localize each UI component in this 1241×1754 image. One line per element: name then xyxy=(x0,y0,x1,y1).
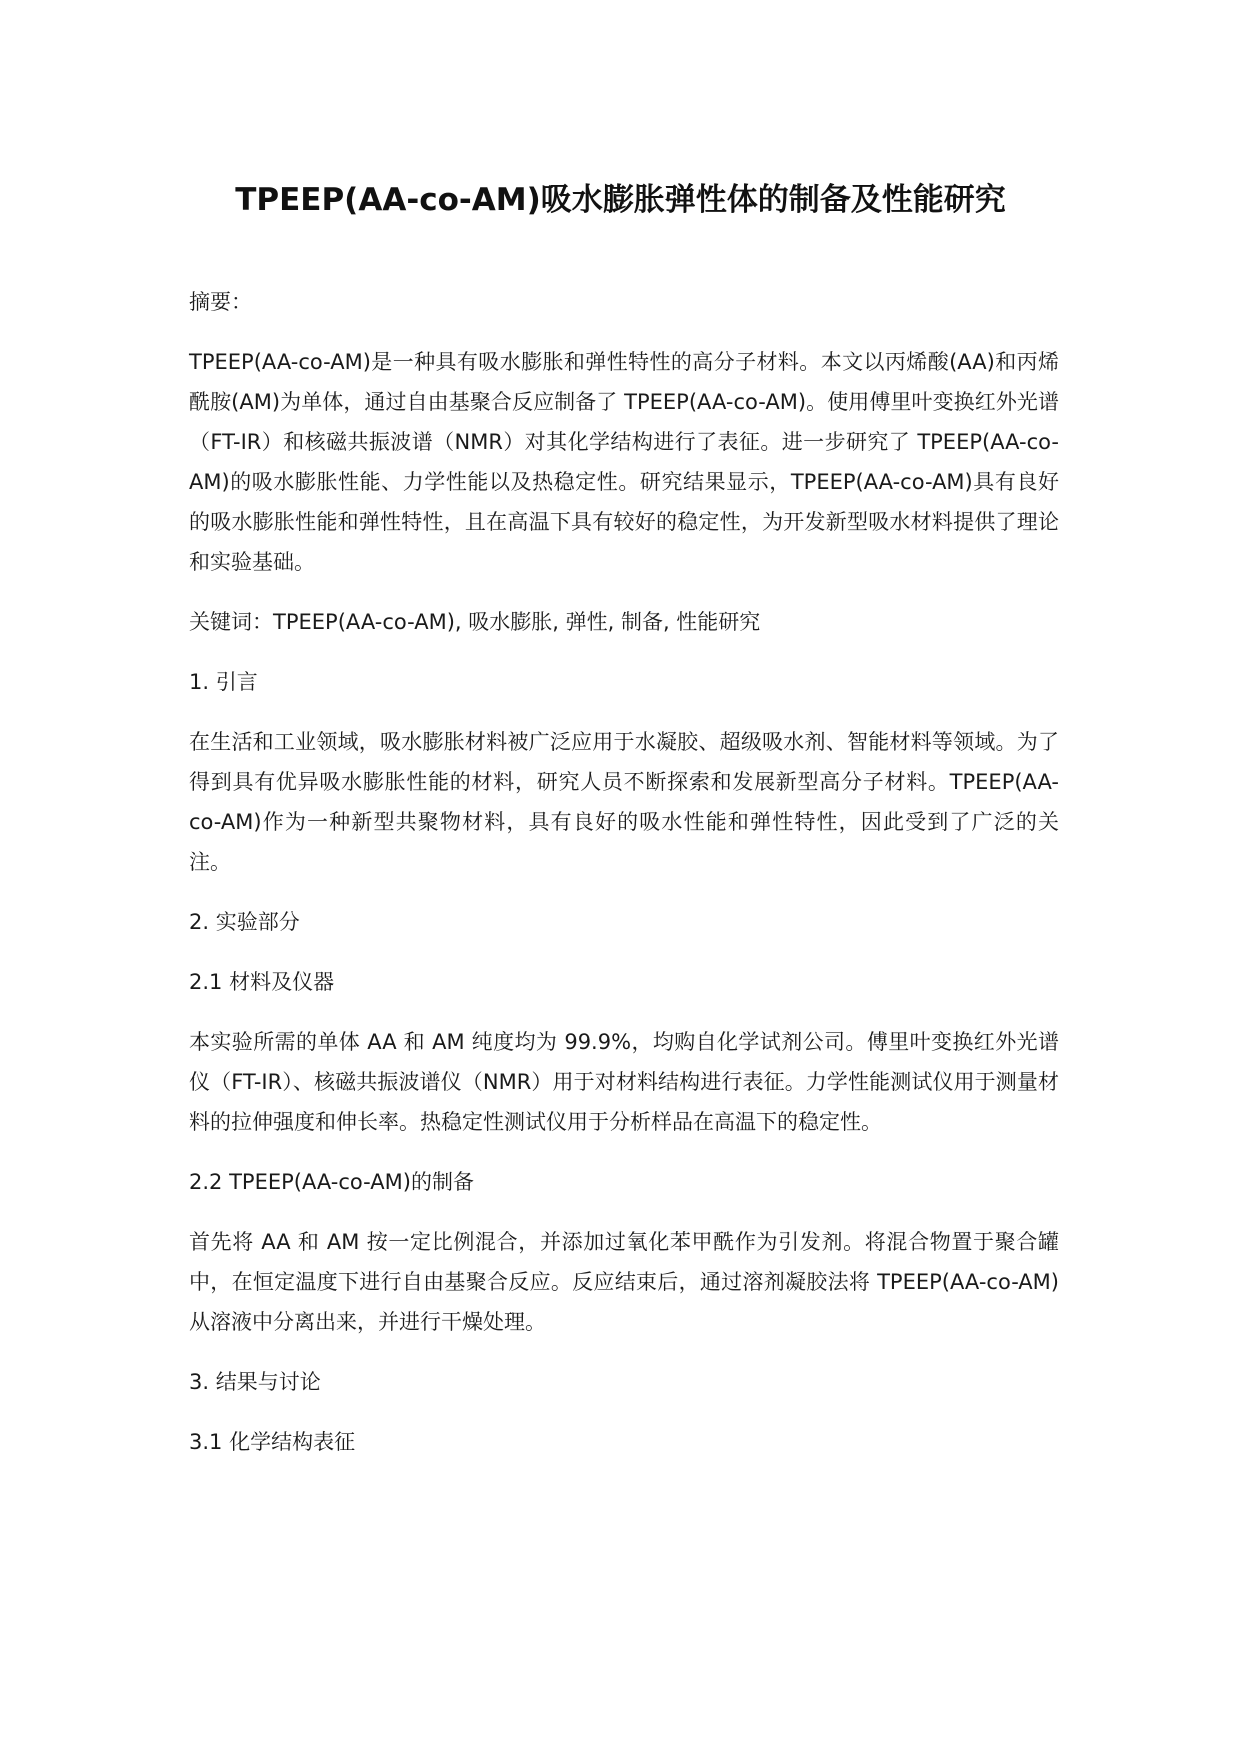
section-heading-introduction: 1. 引言 xyxy=(189,670,258,694)
section-heading-results: 3. 结果与讨论 xyxy=(189,1370,321,1394)
subsection-heading-preparation: 2.2 TPEEP(AA-co-AM)的制备 xyxy=(189,1170,474,1194)
document-title: TPEEP(AA-co-AM)吸水膨胀弹性体的制备及性能研究 xyxy=(235,182,1006,218)
preparation-paragraph: 首先将 AA 和 AM 按一定比例混合，并添加过氧化苯甲酰作为引发剂。将混合物置于聚合罐中，在恒定温度下进行自由基聚合反应。反应结束后，通过溶剂凝胶法将 TPEEP(AA-co-AM)从溶液中分离出来，并进行干燥处理。 xyxy=(189,1230,1059,1334)
materials-paragraph: 本实验所需的单体 AA 和 AM 纯度均为 99.9%，均购自化学试剂公司。傅里叶变换红外光谱仪（FT-IR）、核磁共振波谱仪（NMR）用于对材料结构进行表征。力学性能测试仪用于测量材料的拉伸强度和伸长率。热稳定性测试仪用于分析样品在高温下的稳定性。 xyxy=(189,1030,1059,1134)
subsection-heading-materials: 2.1 材料及仪器 xyxy=(189,970,335,994)
keywords-line: 关键词：TPEEP(AA-co-AM), 吸水膨胀, 弹性, 制备, 性能研究 xyxy=(189,610,761,634)
introduction-paragraph: 在生活和工业领域，吸水膨胀材料被广泛应用于水凝胶、超级吸水剂、智能材料等领域。为了得到具有优异吸水膨胀性能的材料，研究人员不断探索和发展新型高分子材料。TPEEP(AA-co-AM)作为一种新型共聚物材料，具有良好的吸水性能和弹性特性，因此受到了广泛的关注。 xyxy=(189,730,1059,874)
subsection-heading-structure: 3.1 化学结构表征 xyxy=(189,1430,356,1454)
section-heading-experimental: 2. 实验部分 xyxy=(189,910,300,934)
abstract-paragraph: TPEEP(AA-co-AM)是一种具有吸水膨胀和弹性特性的高分子材料。本文以丙烯酸(AA)和丙烯酰胺(AM)为单体，通过自由基聚合反应制备了 TPEEP(AA-co-AM)。使用傅里叶变换红外光谱（FT-IR）和核磁共振波谱（NMR）对其化学结构进行了表征。进一步研究了 TPEEP(AA-co-AM)的吸水膨胀性能、力学性能以及热稳定性。研究结果显示，TPEEP(AA-co-AM)具有良好的吸水膨胀性能和弹性特性，且在高温下具有较好的稳定性，为开发新型吸水材料提供了理论和实验基础。 xyxy=(189,350,1059,574)
document-body xyxy=(189,282,1059,1482)
abstract-label: 摘要： xyxy=(189,290,252,314)
